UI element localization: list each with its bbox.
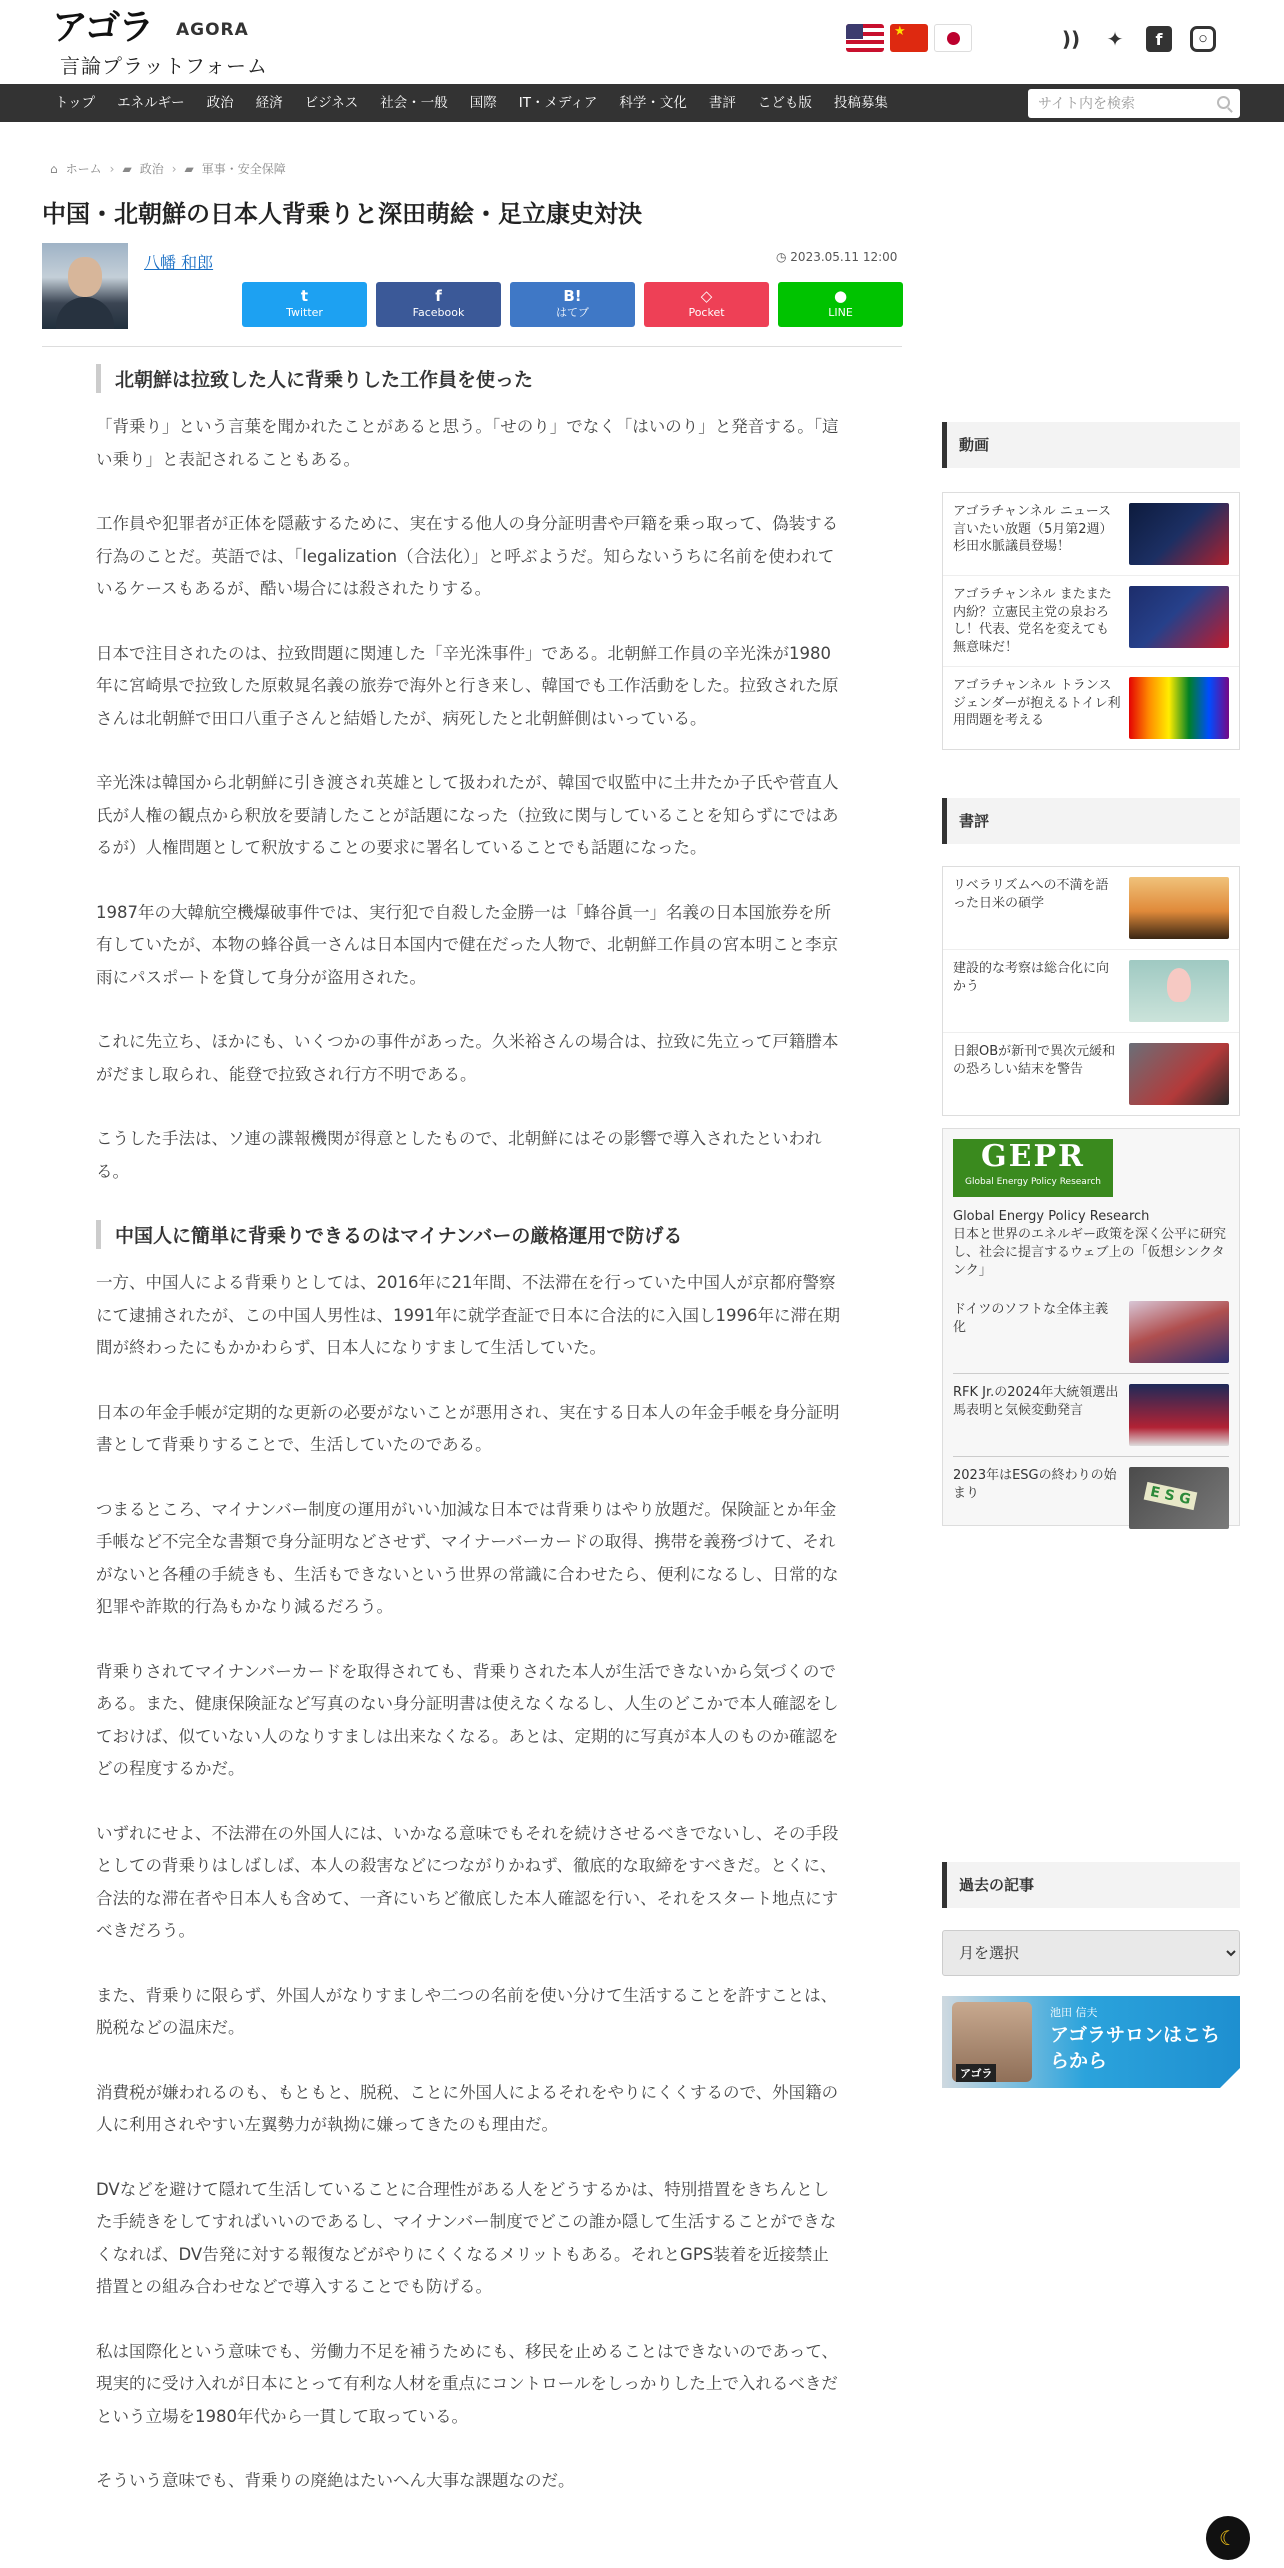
videos-widget-title: 動画	[942, 422, 1240, 468]
logo-mark: アゴラ	[52, 7, 153, 48]
gepr-widget	[942, 1128, 1240, 1526]
home-icon: ⌂	[50, 161, 58, 176]
paragraph: 私は国際化という意味でも、労働力不足を補うためにも、移民を止めることはできないのであって、現実的に受け入れが日本にとって有利な人材を重点にコントロールをしっかりした上で入れるべきだという立場を1980年代から一貫して取っている。	[96, 2341, 839, 2426]
paragraph: 工作員や犯罪者が正体を隠蔽するために、実在する他人の身分証明書や戸籍を乗っ取って、偽装する行為のことだ。英語では、「legalization（合法化）」と呼ぶようだ。知らないうちに名前を使われているケースもあるが、酷い場合には殺されたりする。	[96, 514, 839, 598]
nav-item-book-review[interactable]: 書評	[708, 95, 736, 111]
logo-subtitle: 言論プラットフォーム	[60, 54, 268, 78]
reviews-widget-title: 書評	[942, 798, 1240, 844]
chevron-right-icon: ›	[171, 161, 177, 176]
gepr-logo[interactable]	[953, 1139, 1113, 1197]
share-label: Pocket	[688, 306, 725, 319]
paragraph: また、背乗りに限らず、外国人がなりすましや二つの名前を使い分けて生活することを許すことは、脱税などの温床だ。	[96, 1985, 838, 2037]
nav-item-energy[interactable]: エネルギー	[117, 95, 185, 111]
paragraph: そういう意味でも、背乗りの廃絶はたいへん大事な課題なのだ。	[96, 2471, 575, 2490]
video-item[interactable]	[943, 667, 1239, 749]
gepr-thumbnail	[1129, 1467, 1229, 1529]
paragraph: 「背乗り」という言葉を聞かれたことがあると思う。「せのり」でなく「はいのり」と発音する。「這い乗り」と表記されることもある。	[96, 417, 839, 469]
share-label: Facebook	[412, 306, 465, 319]
rss-icon[interactable]: ))	[1061, 27, 1081, 51]
share-label: はてブ	[556, 306, 589, 319]
breadcrumb-military[interactable]: 軍事・安全保障	[201, 162, 286, 176]
gepr-thumbnail	[1129, 1301, 1229, 1363]
search-box	[1028, 89, 1240, 118]
pocket-icon: ◇	[700, 287, 713, 305]
share-label: LINE	[828, 306, 853, 319]
paragraph: いずれにせよ、不法滞在の外国人には、いかなる意味でもそれを続けさせるべきでないし、その手段としての背乗りはしばしば、本人の殺害などにつながりかねず、徹底的な取締をすべきだ。とくに、合法的な滞在者や日本人も含めて、一斉にいちど徹底した本人確認を行い、それをスタート地点にすべきだろう。	[96, 1823, 839, 1940]
folder-icon: ▰	[122, 161, 132, 176]
gepr-item[interactable]	[953, 1373, 1229, 1456]
nav-item-politics[interactable]: 政治	[206, 95, 234, 111]
article-body	[96, 362, 841, 2530]
twitter-icon: t	[300, 287, 309, 305]
share-line-button[interactable]	[778, 282, 903, 327]
gepr-description: 日本と世界のエネルギー政策を深く公平に研究し、社会に提言するウェブ上の「仮想シンクタンク」	[953, 1227, 1227, 1278]
language-flags	[846, 24, 972, 56]
chevron-right-icon: ›	[109, 161, 115, 176]
salon-host-name: 池田 信夫	[1050, 2006, 1098, 2019]
logo-agora: AGORA	[176, 20, 249, 40]
videos-list	[942, 492, 1240, 750]
japan-flag-icon[interactable]	[934, 24, 972, 52]
gepr-item[interactable]	[953, 1456, 1229, 1539]
breadcrumb-politics[interactable]: 政治	[139, 162, 164, 176]
review-thumbnail	[1129, 877, 1229, 939]
china-flag-icon[interactable]	[890, 24, 928, 52]
share-label: Twitter	[286, 306, 323, 319]
paragraph: 一方、中国人による背乗りとしては、2016年に21年間、不法滞在を行っていた中国人が京都府警察にて逮捕されたが、この中国人男性は、1991年に就学査証で日本に合法的に入国し1996年に滞在期間が終わったにもかかわらず、日本人になりすまして生活していた。	[96, 1273, 840, 1357]
social-links	[1058, 26, 1216, 52]
review-thumbnail	[1129, 1043, 1229, 1105]
share-twitter-button[interactable]	[242, 282, 367, 327]
page-title: 中国・北朝鮮の日本人背乗りと深田萌絵・足立康史対決	[42, 200, 642, 228]
video-item[interactable]	[943, 576, 1239, 667]
paragraph: 日本で注目されたのは、拉致問題に関連した「辛光洙事件」である。北朝鮮工作員の辛光洙が1980年に宮崎県で拉致した原敕晁名義の旅券で海外と行き来し、韓国でも工作活動をした。拉致された原さんは北朝鮮で田口八重子さんと結婚したが、病死したと北朝鮮側はいっている。	[96, 643, 839, 728]
publish-date-text: 2023.05.11 12:00	[790, 250, 898, 264]
page-curl-icon	[1220, 2068, 1240, 2088]
salon-logo: アゴラ	[956, 2064, 996, 2082]
paragraph: つまるところ、マイナンバー制度の運用がいい加減な日本では背乗りはやり放題だ。保険証とか年金手帳など不完全な書類で身分証明などさせず、マイナーバーカードの取得、携帯を義務づけて、それがないと各種の手続きも、生活もできないという世界の常識に合わせたら、便利になるし、日常的な犯罪や詐欺的行為もかなり減るだろう。	[96, 1499, 839, 1616]
review-item[interactable]	[943, 950, 1239, 1033]
video-thumbnail	[1129, 677, 1229, 739]
gepr-list	[953, 1291, 1229, 1539]
paragraph: 1987年の大韓航空機爆破事件では、実行犯で自殺した金勝一は「蜂谷眞一」名義の日本国旅券を所有していたが、本物の蜂谷眞一さんは日本国内で健在だった人物で、北朝鮮工作員の宮本明こと李京雨にパスポートを貸して身分が盗用された。	[96, 902, 839, 987]
video-thumbnail	[1129, 586, 1229, 648]
paragraph: これに先立ち、ほかにも、いくつかの事件があった。久米裕さんの場合は、拉致に先立って戸籍謄本がだまし取られ、能登で拉致され行方不明である。	[96, 1032, 839, 1084]
clock-icon: ◷	[776, 250, 791, 264]
search-input[interactable]	[1028, 89, 1208, 118]
nav-item-submissions[interactable]: 投稿募集	[833, 95, 888, 111]
gepr-item-title: RFK Jr.の2024年大統領選出馬表明と気候変動発言	[953, 1385, 1119, 1418]
author-avatar[interactable]	[42, 243, 128, 329]
line-icon: ●	[833, 287, 848, 305]
nav-item-it-media[interactable]: IT・メディア	[518, 95, 598, 111]
main-nav	[0, 84, 1284, 122]
review-thumbnail	[1129, 960, 1229, 1022]
hatena-icon: B!	[563, 287, 582, 305]
video-title: アゴラチャンネル またまた内紛？立憲民主党の泉おろし！代表、党名を変えても無意味だ！	[953, 587, 1112, 655]
nav-item-international[interactable]: 国際	[469, 95, 497, 111]
gepr-logo-text: GEPR	[981, 1139, 1085, 1174]
video-title: アゴラチャンネル トランスジェンダーが抱えるトイレ利用問題を考える	[953, 678, 1121, 728]
paragraph: 消費税が嫌われるのも、もともと、脱税、ことに外国人によるそれをやりにくくするので、外国籍の人に利用されやすい左翼勢力が執拗に嫌ってきたのも理由だ。	[96, 2082, 839, 2134]
publish-date	[776, 250, 897, 264]
gepr-item-title: ドイツのソフトな全体主義化	[953, 1302, 1109, 1335]
facebook-icon[interactable]: f	[1146, 26, 1172, 52]
facebook-icon: f	[435, 287, 442, 305]
review-title: 日銀OBが新刊で異次元緩和の恐ろしい結末を警告	[953, 1044, 1116, 1077]
gepr-logo-subtext: Global Energy Policy Research	[965, 1177, 1101, 1187]
section-heading: 北朝鮮は拉致した人に背乗りした工作員を使った	[96, 364, 841, 393]
share-facebook-button[interactable]	[376, 282, 501, 327]
gepr-thumbnail	[1129, 1384, 1229, 1446]
gepr-item-title: 2023年はESGの終わりの始まり	[953, 1468, 1117, 1501]
video-title: アゴラチャンネル ニュース言いたい放題（5月第2週）杉田水脈議員登場！	[953, 504, 1113, 554]
paragraph: 辛光洙は韓国から北朝鮮に引き渡され英雄として扱われたが、韓国で収監中に土井たか子氏や菅直人氏が人権の観点から釈放を要請したことが話題になった（拉致に関与していることを知らずにではあるが）人権問題として釈放することの要求に署名していることでも話題になった。	[96, 773, 839, 857]
review-item[interactable]	[943, 1033, 1239, 1115]
section-heading: 中国人に簡単に背乗りできるのはマイナンバーの厳格運用で防げる	[96, 1220, 841, 1249]
paragraph: 背乗りされてマイナンバーカードを取得されても、背乗りされた本人が生活できないから気づくのである。また、健康保険証など写真のない身分証明書は使えなくなるし、人生のどこかで本人確認をしておけば、似ていない人のなりすましは出来なくなる。あとは、定期的に写真が本人のものか確認をどの程度するかだ。	[96, 1661, 839, 1778]
review-title: リベラリズムへの不満を語った日米の碩学	[953, 878, 1109, 911]
instagram-icon[interactable]: ◦	[1190, 26, 1216, 52]
site-header	[0, 0, 1284, 84]
moon-icon[interactable]: ☾	[1206, 2516, 1250, 2560]
agora-salon-banner[interactable]	[942, 1996, 1240, 2088]
breadcrumb	[50, 160, 286, 177]
video-item[interactable]	[943, 493, 1239, 576]
review-title: 建設的な考察は総合化に向かう	[953, 961, 1110, 994]
folder-icon: ▰	[184, 161, 194, 176]
paragraph: 日本の年金手帳が定期的な更新の必要がないことが悪用され、実在する日本人の年金手帳を身分証明書として背乗りすることで、生活していたのである。	[96, 1402, 840, 1454]
twitter-icon[interactable]: ✦	[1106, 27, 1124, 51]
archive-widget-title: 過去の記事	[942, 1862, 1240, 1908]
paragraph: こうした手法は、ソ連の諜報機関が得意としたもので、北朝鮮にはその影響で導入されたといわれる。	[96, 1129, 822, 1181]
share-buttons	[242, 282, 903, 327]
nav-item-society[interactable]: 社会・一般	[380, 95, 448, 111]
nav-item-science[interactable]: 科学・文化	[619, 95, 687, 111]
video-thumbnail	[1129, 503, 1229, 565]
gepr-item[interactable]	[953, 1291, 1229, 1373]
paragraph: DVなどを避けて隠れて生活していることに合理性がある人をどうするかは、特別措置をきちんとした手続きをしてすればいいのであるし、マイナンバー制度でどこの誰か隠して生活することができなくなれば、DV告発に対する報復などがやりにくくなるメリットもある。それとGPS装着を近接禁止措置との組み合わせなどで導入することでも防げる。	[96, 2179, 837, 2296]
nav-item-top[interactable]: トップ	[55, 95, 96, 111]
us-flag-icon[interactable]	[846, 24, 884, 52]
nav-item-kids[interactable]: こども版	[757, 95, 812, 111]
site-logo[interactable]	[52, 8, 272, 78]
share-pocket-button[interactable]	[644, 282, 769, 327]
review-item[interactable]	[943, 867, 1239, 950]
author-link[interactable]: 八幡 和郎	[144, 253, 214, 272]
gepr-name: Global Energy Policy Research	[953, 1209, 1150, 1224]
share-hatena-button[interactable]	[510, 282, 635, 327]
archive-month-select[interactable]	[942, 1930, 1240, 1976]
salon-cta-text: アゴラサロンはこちらから	[1050, 2024, 1221, 2072]
nav-item-business[interactable]: ビジネス	[304, 95, 359, 111]
divider	[42, 346, 902, 347]
nav-item-economy[interactable]: 経済	[255, 95, 283, 111]
breadcrumb-home[interactable]: ホーム	[65, 162, 102, 176]
reviews-list	[942, 866, 1240, 1116]
search-icon[interactable]	[1217, 96, 1230, 109]
